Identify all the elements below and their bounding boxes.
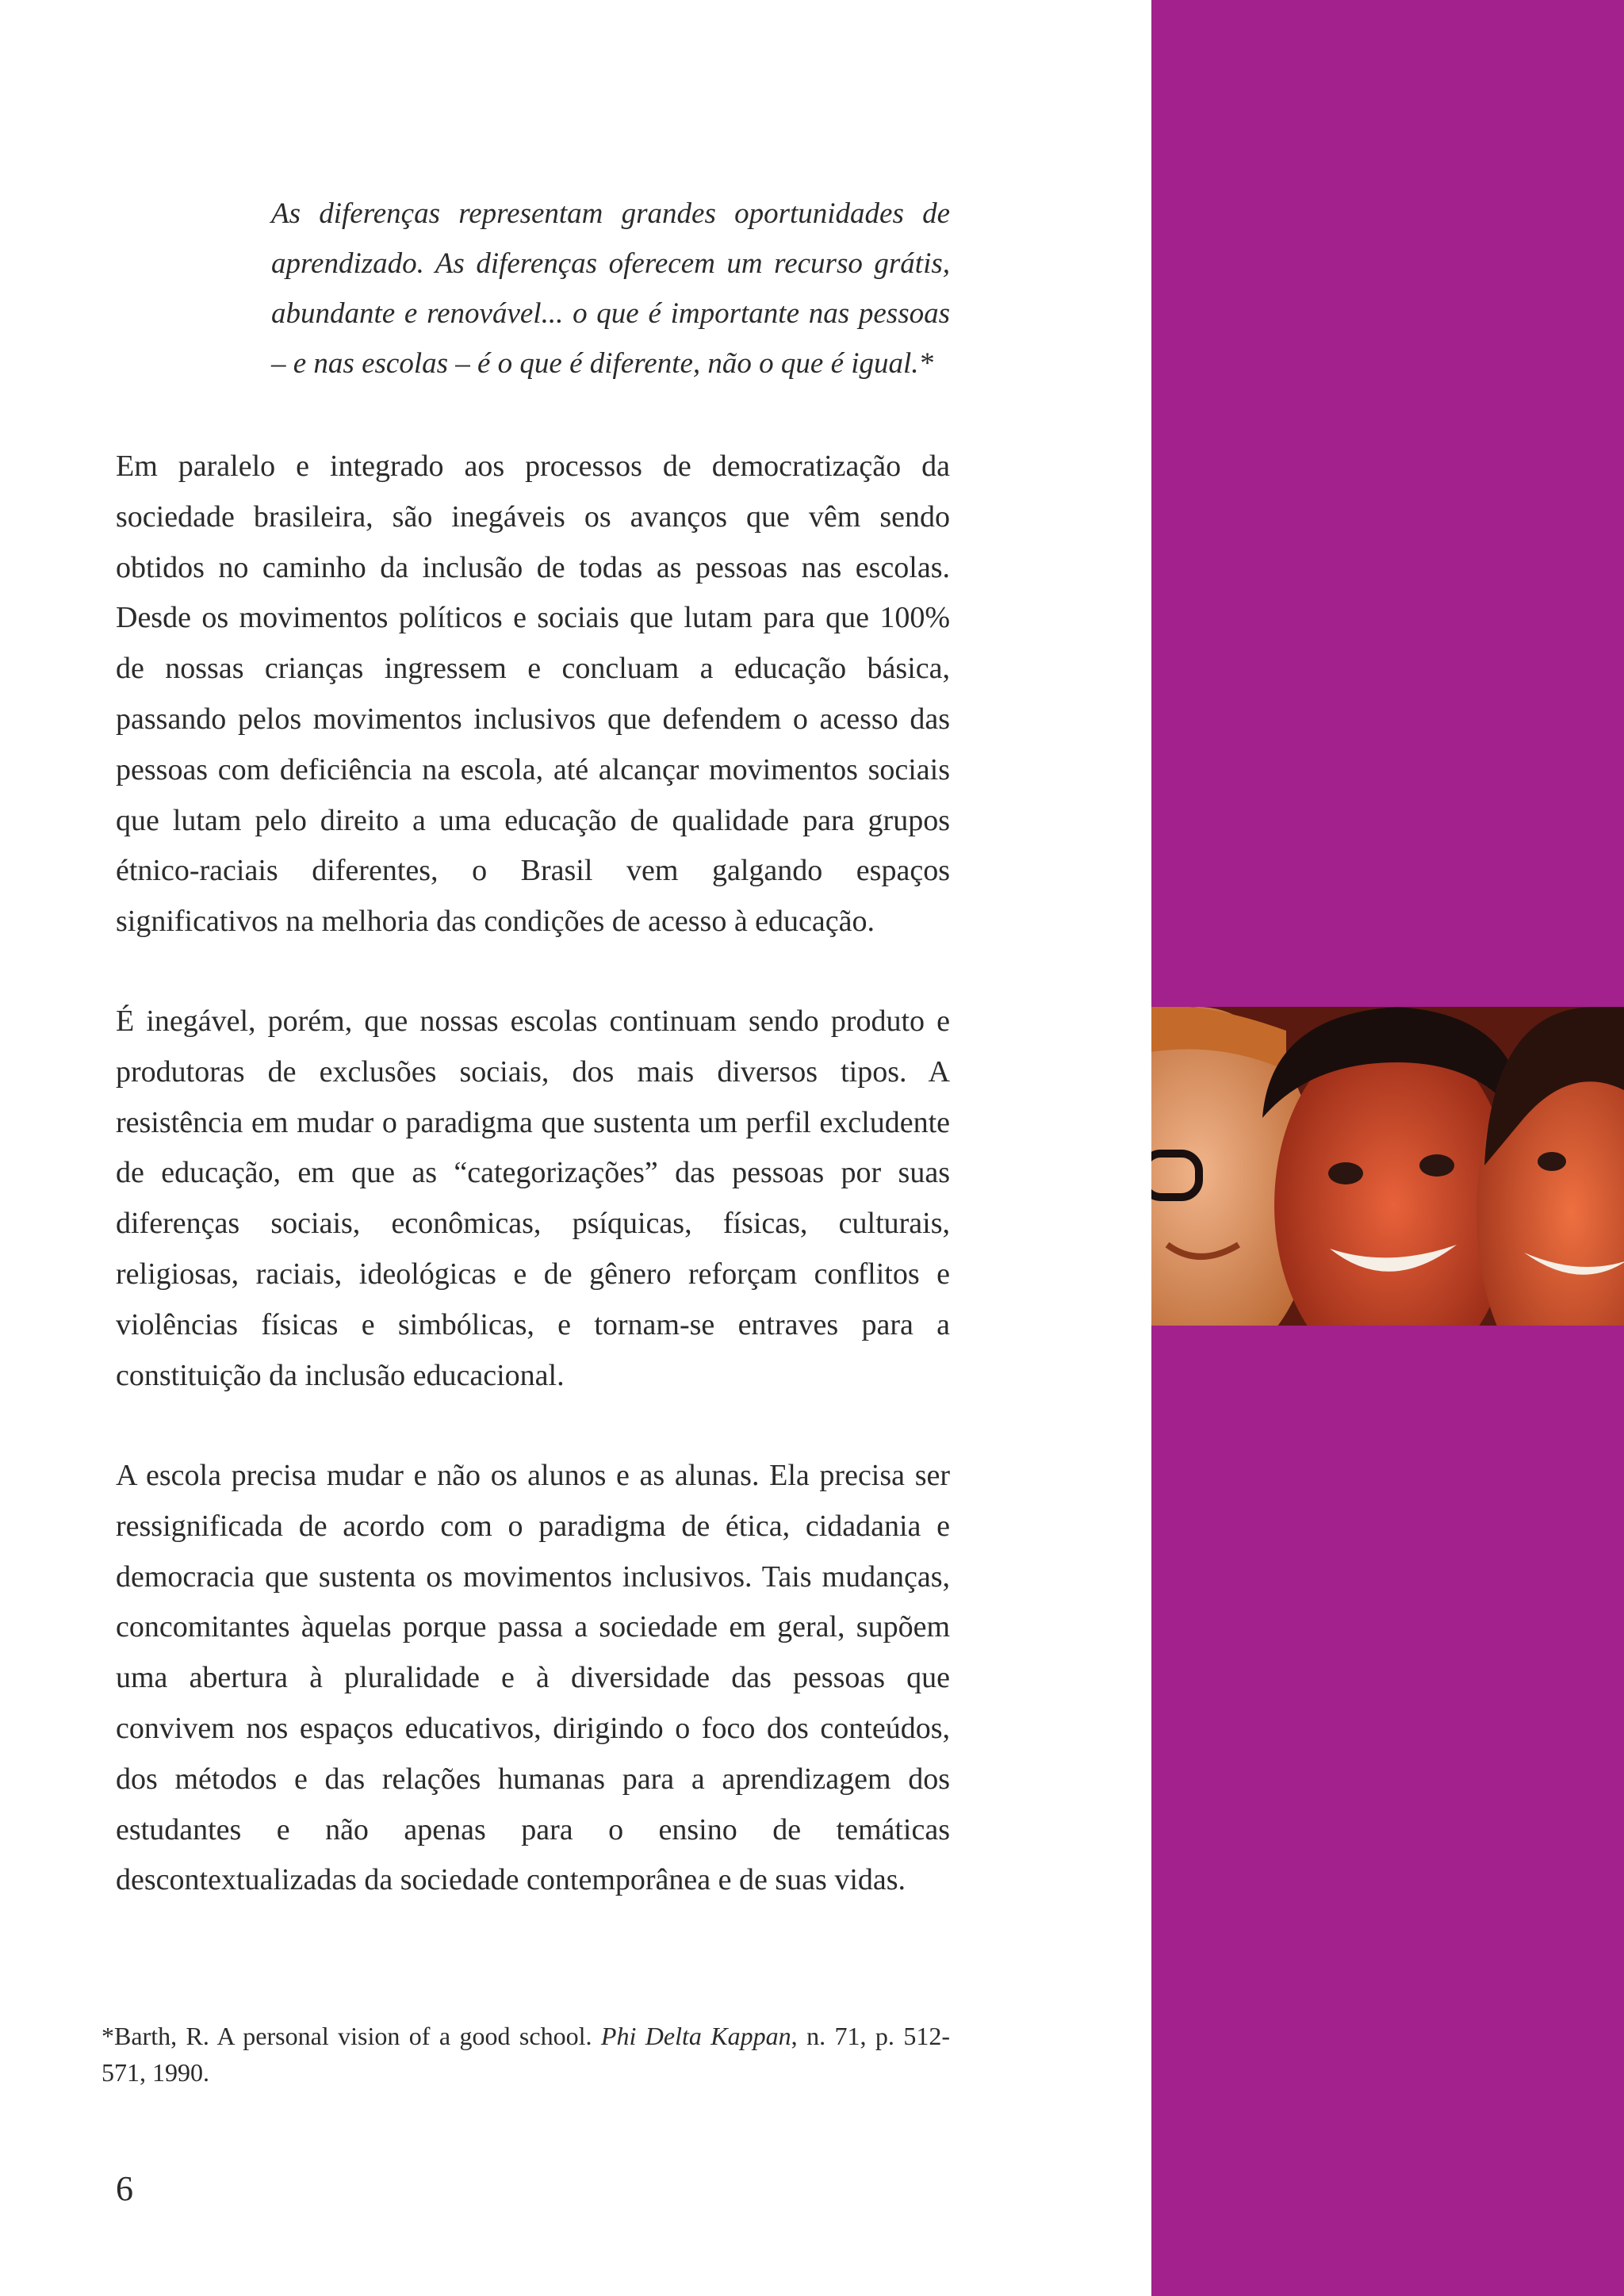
paragraph-3: A escola precisa mudar e não os alunos e as alunas. Ela precisa ser ressignificada de acordo com o paradigma de ética, cidadania e democracia que sustenta os movimentos inclusivos. Tais mudanças, concomitantes àquelas porque passa a sociedade em geral, supõem uma abertura à pluralidade e à diversidade das pessoas que convivem nos espaços educativos, dirigindo o foco dos conteúdos, dos métodos e das relações humanas para a aprendizagem dos estudantes e não apenas para o ensino de temáticas descontextualizadas da sociedade contemporânea e de suas vidas. <box>116 1459 950 1897</box>
epigraph-quote: As diferenças representam grandes oportunidades de aprendizado. As diferenças oferecem um recurso grátis, abundante e renovável... o que é importante nas pessoas – e nas escolas – é o que é diferente, não o que é igual.* <box>271 197 950 380</box>
page-number: 6 <box>116 2169 133 2208</box>
footnote-citation: *Barth, R. A personal vision of a good school. <box>102 2022 601 2050</box>
footnote-journal: Phi Delta Kappan <box>600 2022 791 2050</box>
children-faces-illustration <box>1151 1007 1624 1326</box>
children-faces-photo <box>1151 1007 1624 1326</box>
footnote-details: , n. 71, p. 512-571, 1990. <box>102 2022 951 2087</box>
paragraph-1: Em paralelo e integrado aos processos de democratização da sociedade brasileira, são inegáveis os avanços que vêm sendo obtidos no caminho da inclusão de todas as pessoas nas escolas. Desde os movimentos políticos e sociais que lutam para que 100% de nossas crianças ingressem e concluam a educação básica, passando pelos movimentos inclusivos que defendem o acesso das pessoas com deficiência na escola, até alcançar movimentos sociais que lutam pelo direito a uma educação de qualidade para grupos étnico-raciais diferentes, o Brasil vem galgando espaços significativos na melhoria das condições de acesso à educação. <box>116 450 950 939</box>
footnote <box>102 2018 950 2091</box>
decorative-sidebar <box>1151 0 1624 2296</box>
paragraph-2: É inegável, porém, que nossas escolas continuam sendo produto e produtoras de exclusões sociais, dos mais diversos tipos. A resistência em mudar o paradigma que sustenta um perfil excludente de educação, em que as “categorizações” das pessoas por suas diferenças sociais, econômicas, psíquicas, físicas, culturais, religiosas, raciais, ideológicas e de gênero reforçam conflitos e violências físicas e simbólicas, e tornam-se entraves para a constituição da inclusão educacional. <box>116 1004 950 1392</box>
